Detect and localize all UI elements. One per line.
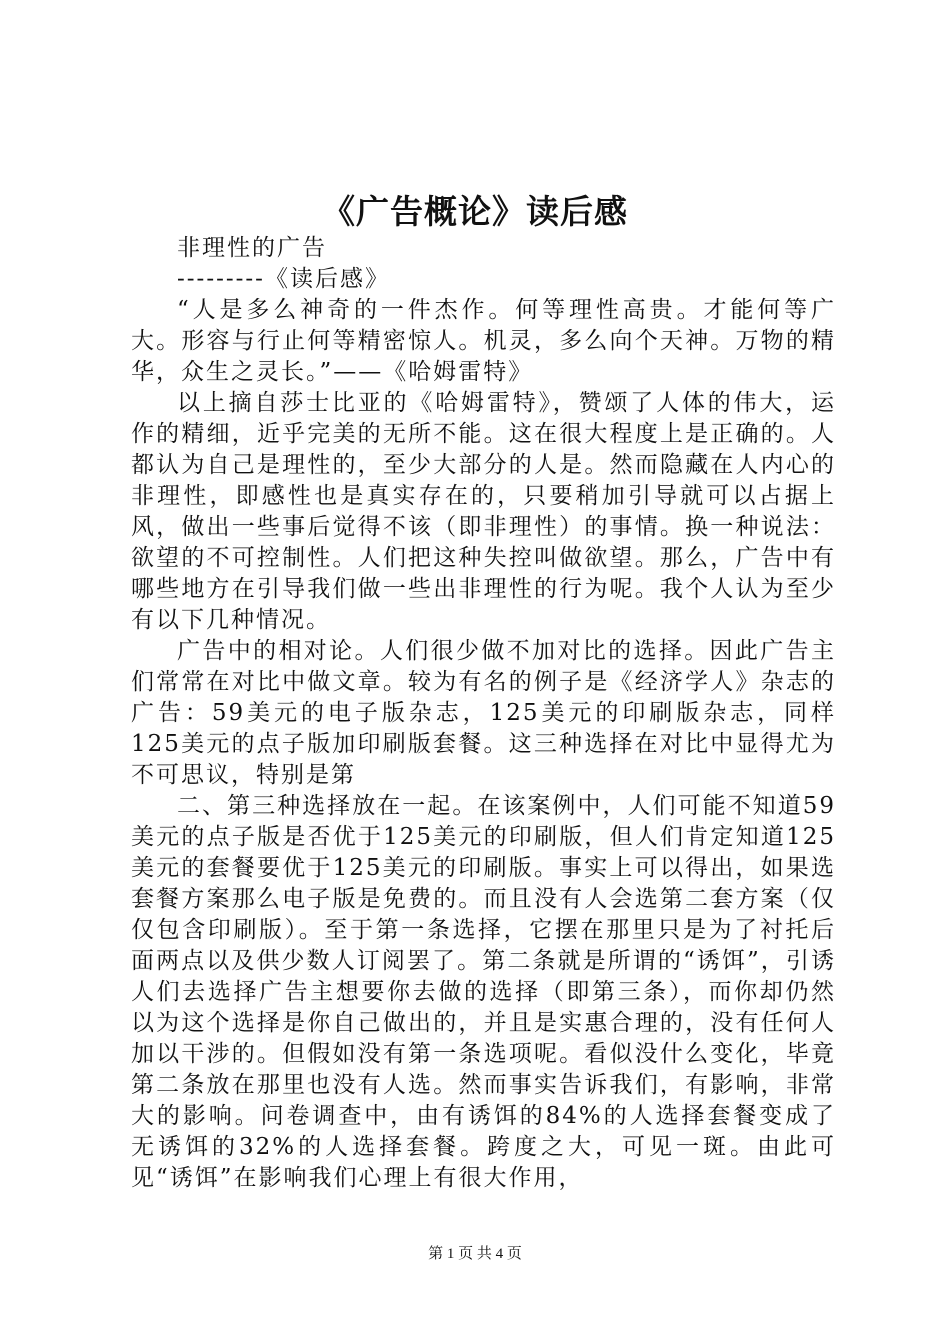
subtitle-line-1: 非理性的广告 — [177, 235, 327, 261]
document-body — [131, 233, 836, 1194]
page-footer: 第 1 页 共 4 页 — [428, 1246, 522, 1262]
paragraph-quote: “人是多么神奇的一件杰作。何等理性高贵。才能何等广大。形容与行止何等精密惊人。机灵，多么向个天神。万物的精华，众生之灵长。”——《哈姆雷特》 — [131, 297, 836, 385]
paragraph-relativity: 广告中的相对论。人们很少做不加对比的选择。因此广告主们常常在对比中做文章。较为有名的例子是《经济学人》杂志的广告：59美元的电子版杂志，125美元的印刷版杂志，同样125美元的点子版加印刷版套餐。这三种选择在对比中显得尤为不可思议，特别是第 — [131, 638, 836, 788]
document-title: 《广告概论》读后感 — [322, 192, 628, 231]
subtitle-line-2: ---------《读后感》 — [177, 266, 390, 292]
paragraph-decoy: 二、第三种选择放在一起。在该案例中，人们可能不知道59美元的点子版是否优于125美元的印刷版，但人们肯定知道125美元的套餐要优于125美元的印刷版。事实上可以得出，如果选套餐方案那么电子版是免费的。而且没有人会选第二套方案（仅仅包含印刷版）。至于第一条选择，它摆在那里只是为了衬托后面两点以及供少数人订阅罢了。第二条就是所谓的“诱饵”，引诱人们去选择广告主想要你去做的选择（即第三条），而你却仍然以为这个选择是你自己做出的，并且是实惠合理的，没有任何人加以干涉的。但假如没有第一条选项呢。看似没什么变化，毕竟第二条放在那里也没有人选。然而事实告诉我们，有影响，非常大的影响。问卷调查中，由有诱饵的84%的人选择套餐变成了无诱饵的32%的人选择套餐。跨度之大，可见一斑。由此可见“诱饵”在影响我们心理上有很大作用， — [131, 793, 836, 1191]
paragraph-intro: 以上摘自莎士比亚的《哈姆雷特》，赞颂了人体的伟大，运作的精细，近乎完美的无所不能。这在很大程度上是正确的。人都认为自己是理性的，至少大部分的人是。然而隐藏在人内心的非理性，即感性也是真实存在的，只要稍加引导就可以占据上风，做出一些事后觉得不该（即非理性）的事情。换一种说法：欲望的不可控制性。人们把这种失控叫做欲望。那么，广告中有哪些地方在引导我们做一些出非理性的行为呢。我个人认为至少有以下几种情况。 — [131, 390, 836, 633]
